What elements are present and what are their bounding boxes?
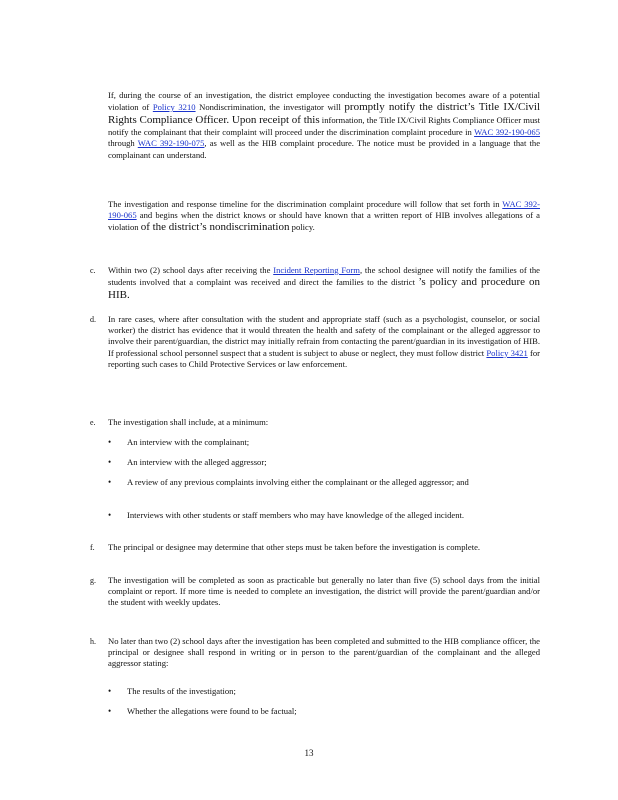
list-item-text: The investigation will be completed as soon as practicable but generally no later than five (5) school days from the initial complaint or report. If more time is needed to complete an investigation, the district will provide the parent/guardian and/or the student with weekly updates. bbox=[108, 575, 540, 608]
list-item-text: The principal or designee may determine that other steps must be taken before the investigation is complete. bbox=[108, 542, 481, 552]
list-item-d bbox=[90, 314, 540, 370]
list-item-h bbox=[90, 636, 540, 670]
paragraph-text: through bbox=[108, 138, 138, 149]
incident-reporting-form-link[interactable]: Incident Reporting Form bbox=[273, 265, 360, 275]
bullet-item bbox=[108, 686, 540, 697]
bullet-item bbox=[108, 437, 540, 448]
paragraph-text: and begins when the district knows or should have known that a written report of HIB involves allegations of a violation bbox=[108, 210, 540, 233]
bullet-icon: • bbox=[108, 457, 112, 467]
list-label: d. bbox=[90, 315, 96, 324]
wac-392-190-075-link[interactable]: WAC 392-190-075 bbox=[137, 138, 205, 149]
paragraph-text: policy. bbox=[289, 222, 315, 233]
list-item-g bbox=[90, 575, 540, 609]
wac-392-190-065-link[interactable]: WAC 392-190-065 bbox=[108, 199, 540, 221]
list-item-text-large: ’s policy and procedure on HIB. bbox=[108, 276, 541, 302]
bullet-icon: • bbox=[108, 706, 112, 716]
list-label: e. bbox=[90, 418, 96, 427]
bullet-text: An interview with the alleged aggressor; bbox=[127, 457, 267, 467]
paragraph-timeline bbox=[108, 199, 540, 234]
bullet-item bbox=[108, 457, 540, 468]
list-item-text: The investigation shall include, at a minimum: bbox=[108, 417, 269, 427]
paragraph-investigation-nondiscrimination bbox=[108, 90, 540, 161]
bullet-text: Whether the allegations were found to be factual; bbox=[127, 706, 297, 716]
paragraph-text: , as well as the HIB complaint procedure. The notice must be provided in a language that the complainant can understand. bbox=[108, 138, 541, 160]
bullet-item bbox=[108, 706, 540, 717]
list-label: g. bbox=[90, 576, 96, 585]
paragraph-text-large: of the district’s nondiscrimination bbox=[140, 221, 290, 234]
bullet-icon: • bbox=[108, 437, 112, 447]
bullet-icon: • bbox=[108, 510, 112, 520]
bullet-item bbox=[108, 477, 540, 488]
bullet-text: Interviews with other students or staff members who may have knowledge of the alleged incident. bbox=[127, 510, 465, 520]
list-label: f. bbox=[90, 543, 95, 552]
paragraph-text: If, during the course of an investigation, the district employee conducting the investigation becomes aware of a potential violation of bbox=[108, 90, 540, 113]
paragraph-text-large: promptly notify the district’s Title IX/Civil Rights Compliance Officer. Upon receipt of this bbox=[108, 101, 540, 127]
policy-3421-link[interactable]: Policy 3421 bbox=[486, 347, 528, 358]
wac-392-190-065-link[interactable]: WAC 392-190-065 bbox=[474, 127, 541, 138]
paragraph-text: information, the Title IX/Civil Rights Compliance Officer must notify the complainant that their complaint will proceed under the discrimination complaint procedure in bbox=[108, 115, 540, 138]
list-item-text: , the school designee will notify the families of the students involved that a complaint was received and direct the families to the district bbox=[108, 265, 540, 288]
bullet-text: A review of any previous complaints involving either the complainant or the alleged aggressor; and bbox=[127, 477, 469, 487]
list-item-text: for reporting such cases to Child Protective Services or law enforcement. bbox=[108, 347, 540, 369]
bullet-icon: • bbox=[108, 477, 112, 487]
paragraph-text: Nondiscrimination, the investigator will bbox=[195, 102, 345, 113]
list-item-text: No later than two (2) school days after the investigation has been completed and submitted to the HIB compliance officer, the principal or designee shall respond in writing or in person to the parent/guardian of the complainant and the alleged aggressor stating: bbox=[108, 636, 540, 669]
bullet-text: An interview with the complainant; bbox=[127, 437, 250, 447]
policy-3210-link[interactable]: Policy 3210 bbox=[152, 102, 196, 113]
paragraph-text: The investigation and response timeline for the discrimination complaint procedure will follow that set forth in bbox=[108, 199, 503, 209]
list-item-c bbox=[90, 265, 540, 302]
bullet-item bbox=[108, 510, 540, 521]
page-number: 13 bbox=[304, 748, 314, 758]
list-label: c. bbox=[90, 266, 96, 275]
list-item-f bbox=[90, 542, 540, 553]
bullet-text: The results of the investigation; bbox=[127, 686, 236, 696]
list-item-text: In rare cases, where after consultation with the student and appropriate staff (such as a psychologist, counselor, or social worker) the district has evidence that it would threaten the health and safety of the complainant or the alleged aggressor to involve their parent/guardian, the district may initially refrain from contacting the parent/guardian in its investigation of HIB. If professional school personnel suspect that a student is subject to abuse or neglect, they must follow district bbox=[108, 314, 540, 358]
list-label: h. bbox=[90, 637, 96, 646]
list-item-text: Within two (2) school days after receiving the bbox=[108, 265, 274, 275]
list-item-e bbox=[90, 417, 540, 428]
bullet-icon: • bbox=[108, 686, 112, 696]
